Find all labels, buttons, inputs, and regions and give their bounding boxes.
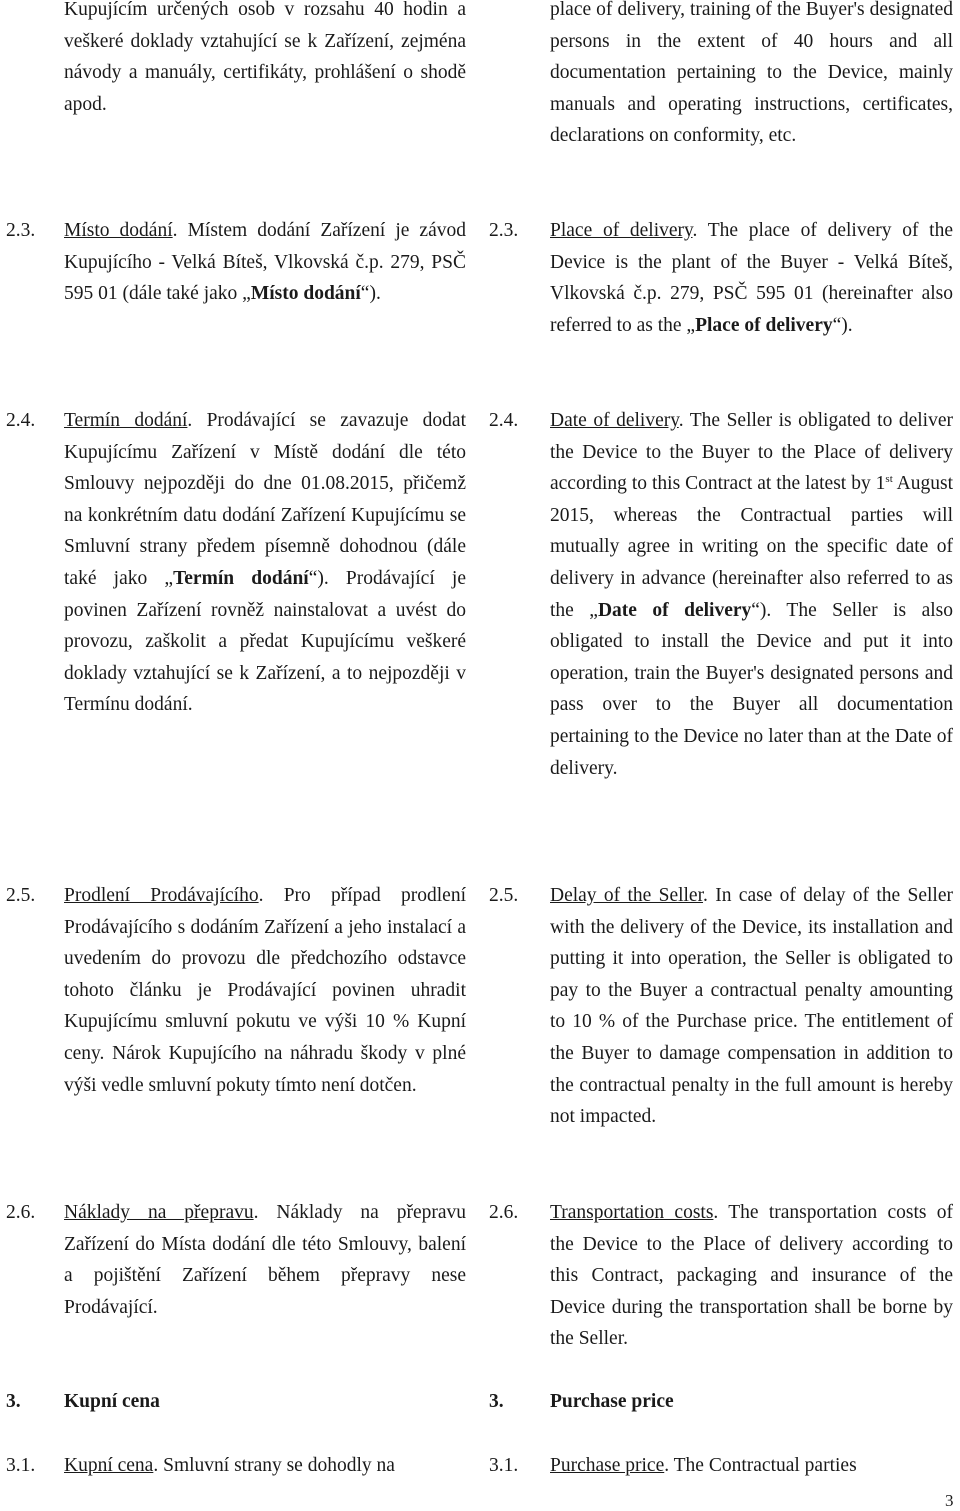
clause-title: Kupní cena	[64, 1455, 154, 1476]
clause-title: Náklady na přepravu	[64, 1202, 254, 1223]
clause-body: . The transportation costs of the Device to the Place of delivery according to this Contract, packaging and insurance of the Device during the transportation shall be borne by the Seller.	[550, 1202, 953, 1350]
defined-term: Date of delivery	[597, 599, 752, 621]
clause-body: . Prodávající se zavazuje dodat Kupujícímu Zařízení v Místě dodání dle této Smlouvy nejpozději do dne 01.08.2015, přičemž na konkrétním datu dodání Zařízení Kupujícímu se Smluvní strany předem písemně dohodnou (dále také jako „	[64, 410, 466, 589]
clause-title: Purchase price	[550, 1455, 665, 1476]
clause-number: 2.4.	[6, 410, 36, 431]
clause-text-en	[550, 215, 953, 341]
clause-title: Delay of the Seller	[550, 885, 704, 906]
defined-term: Place of delivery	[695, 314, 833, 336]
article-number: 3.	[6, 1391, 21, 1412]
clause-body: . Náklady na přepravu Zařízení do Místa dodání dle této Smlouvy, balení a pojištění Zařízení během přepravy nese Prodávající.	[64, 1202, 467, 1318]
clause-text-cz	[64, 1450, 466, 1482]
clause-text-cz	[64, 405, 466, 721]
clause-body: . The Seller is obligated to deliver the Device to the Buyer to the Place of delivery according to this Contract at the latest by 1	[550, 410, 954, 495]
clause-body: . Smluvní strany se dohodly na	[153, 1455, 395, 1476]
intro-en: place of delivery, training of the Buyer's designated persons in the extent of 40 hours and all documentation pertaining to the Device, mainly manuals and operating instructions, certificates, declarations on conformity, etc.	[550, 0, 953, 147]
page-number: 3	[945, 1491, 954, 1510]
clause-body-end: “).	[832, 314, 853, 336]
clause-text-en	[550, 1197, 953, 1355]
defined-term: Termín dodání	[173, 567, 309, 589]
clause-text-cz	[64, 215, 466, 310]
clause-text-en	[550, 880, 953, 1133]
article-title-en: Purchase price	[550, 1391, 674, 1412]
clause-number: 3.1.	[489, 1455, 519, 1476]
intro-cz: Kupujícím určených osob v rozsahu 40 hodin a veškeré doklady vztahující se k Zařízení, zejména návody a manuály, certifikáty, prohlášení o shodě apod.	[64, 0, 466, 115]
ordinal-suffix: st	[885, 473, 893, 486]
clause-text-en	[550, 405, 953, 784]
clause-body: August 2015, whereas the Contractual parties will mutually agree in writing on the specific date of delivery in advance (hereinafter also referred to as the „	[550, 473, 953, 621]
clause-title: Termín dodání	[64, 410, 188, 431]
article-title-cz: Kupní cena	[64, 1391, 160, 1412]
article-number: 3.	[489, 1391, 504, 1412]
clause-body-end: “). The Seller is also obligated to install the Device and put it into operation, train the Buyer's designated persons and pass over to the Buyer all documentation pertaining to the Device no later than at the Date of delivery.	[550, 599, 954, 779]
clause-body-end: “).	[360, 283, 381, 305]
clause-number: 2.6.	[6, 1202, 36, 1223]
clause-number: 2.5.	[6, 885, 36, 906]
clause-title: Date of delivery	[550, 410, 679, 431]
clause-text-cz	[64, 1197, 466, 1323]
clause-title: Transportation costs	[550, 1202, 714, 1223]
clause-number: 2.4.	[489, 410, 519, 431]
defined-term: Místo dodání	[250, 283, 361, 305]
clause-title: Místo dodání	[64, 220, 173, 241]
clause-body: . In case of delay of the Seller with the delivery of the Device, its installation and putting it into operation, the Seller is obligated to pay to the Buyer a contractual penalty amounting to 10 % of the Purchase price. The entitlement of the Buyer to damage compensation in addition to the contractual penalty in the full amount is hereby not impacted.	[550, 885, 953, 1128]
clause-number: 2.3.	[489, 220, 519, 241]
clause-number: 3.1.	[6, 1455, 36, 1476]
clause-text-cz	[64, 880, 466, 1101]
clause-number: 2.3.	[6, 220, 36, 241]
clause-text-en	[550, 1450, 953, 1482]
clause-number: 2.5.	[489, 885, 519, 906]
clause-body: . The place of delivery of the Device is the plant of the Buyer - Velká Bíteš, Vlkovská č.p. 279, PSČ 595 01 (hereinafter also referred to as the „	[550, 220, 953, 336]
clause-title: Prodlení Prodávajícího	[64, 885, 259, 906]
clause-body-end: “). Prodávající je povinen Zařízení rovněž nainstalovat a uvést do provozu, zaškolit a předat Kupujícímu veškeré doklady vztahující se k Zařízení, a to nejpozději v Termínu dodání.	[64, 567, 466, 716]
clause-body: . Pro případ prodlení Prodávajícího s dodáním Zařízení a jeho instalací a uvedením do provozu dle předchozího odstavce tohoto článku je Prodávající povinen uhradit Kupujícímu smluvní pokutu ve výši 10 % Kupní ceny. Nárok Kupujícího na náhradu škody v plné výši vedle smluvní pokuty tímto není dotčen.	[64, 885, 467, 1096]
clause-body: . The Contractual parties	[664, 1455, 857, 1476]
clause-number: 2.6.	[489, 1202, 519, 1223]
clause-body: . Místem dodání Zařízení je závod Kupujícího - Velká Bíteš, Vlkovská č.p. 279, PSČ 595 01 (dále také jako „	[64, 220, 466, 305]
clause-title: Place of delivery	[550, 220, 693, 241]
